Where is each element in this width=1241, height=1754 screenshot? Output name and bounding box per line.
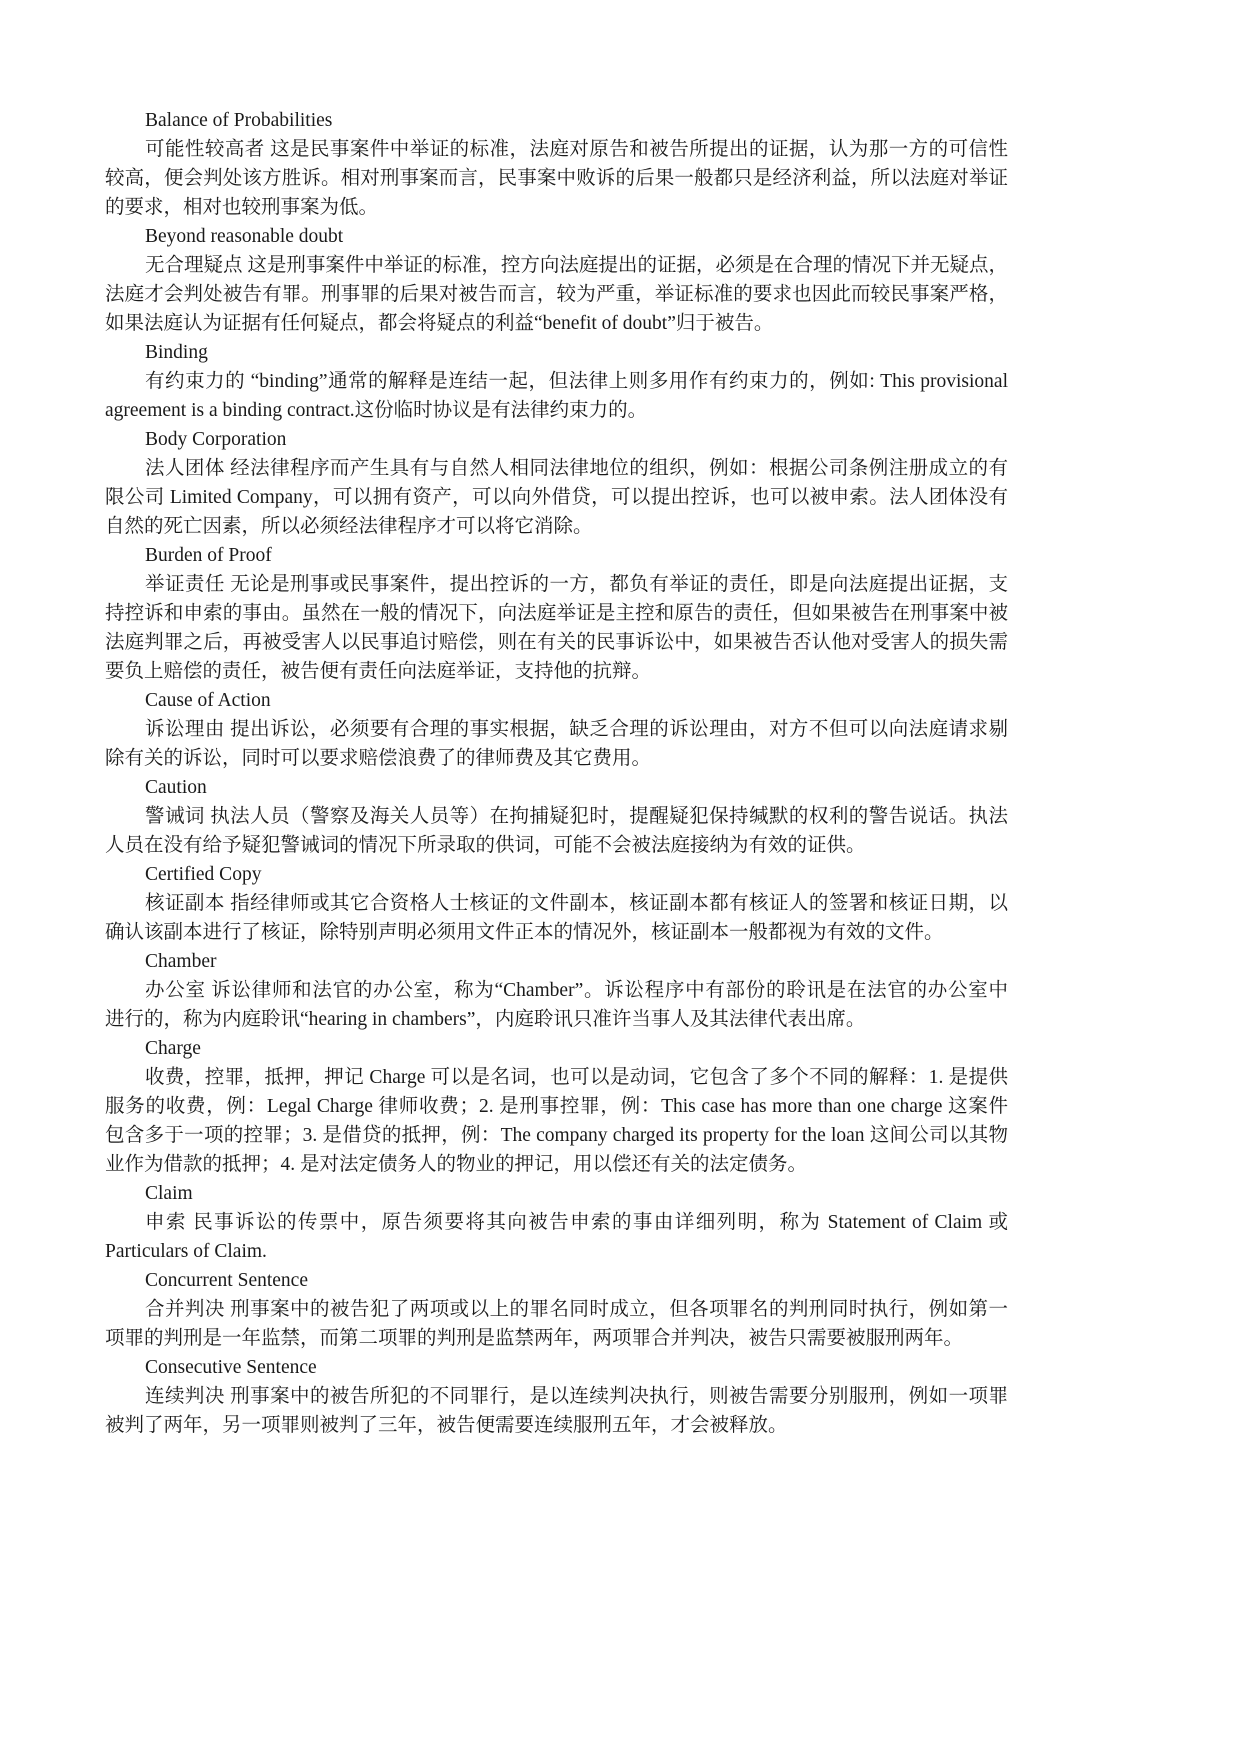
glossary-entry: [105, 686, 1008, 773]
definition-line: 可能性较高者 这是民事案件中举证的标准，法庭对原告和被告所提出的证据，认为那一方的可信性: [145, 139, 1008, 160]
glossary-term: Charge: [145, 1038, 201, 1059]
glossary-term: Claim: [145, 1183, 193, 1204]
glossary-entry: [105, 338, 1008, 425]
definition-line: 包含多于一项的控罪；3. 是借贷的抵押，例：The company charged its property for the loan 这间公司以其物: [105, 1125, 1008, 1146]
definition-line: 除有关的诉讼，同时可以要求赔偿浪费了的律师费及其它费用。: [105, 748, 652, 769]
definition-line: 持控诉和申索的事由。虽然在一般的情况下，向法庭举证是主控和原告的责任，但如果被告在刑事案中被: [105, 603, 1008, 624]
definition-line: 申索 民事诉讼的传票中，原告须要将其向被告申索的事由详细列明，称为 Statement of Claim 或: [145, 1212, 1008, 1233]
glossary-entry: [105, 541, 1008, 686]
definition-line: 如果法庭认为证据有任何疑点，都会将疑点的利益“benefit of doubt”归于被告。: [105, 313, 774, 334]
definition-line: 服务的收费，例：Legal Charge 律师收费；2. 是刑事控罪，例：This case has more than one charge 这案件: [105, 1096, 1008, 1117]
glossary-entry: [105, 947, 1008, 1034]
definition-line: 收费，控罪，抵押，押记 Charge 可以是名词，也可以是动词，它包含了多个不同的解释：1. 是提供: [145, 1067, 1008, 1088]
glossary-entry: [105, 860, 1008, 947]
glossary-term: Burden of Proof: [145, 545, 272, 566]
definition-line: 法庭判罪之后，再被受害人以民事追讨赔偿，则在有关的民事诉讼中，如果被告否认他对受害人的损失需: [105, 632, 1008, 653]
definition-line: 进行的，称为内庭聆讯“hearing in chambers”，内庭聆讯只准许当事人及其法律代表出席。: [105, 1009, 866, 1030]
glossary-entry: [105, 106, 1008, 222]
glossary-term: Consecutive Sentence: [145, 1357, 317, 1378]
glossary-body: [105, 106, 1008, 1440]
glossary-term: Caution: [145, 777, 207, 798]
glossary-term: Beyond reasonable doubt: [145, 226, 344, 247]
definition-line: 核证副本 指经律师或其它合资格人士核证的文件副本，核证副本都有核证人的签署和核证日期，以: [145, 893, 1008, 914]
definition-line: 限公司 Limited Company，可以拥有资产，可以向外借贷，可以提出控诉，也可以被申索。法人团体没有: [105, 487, 1008, 508]
glossary-term: Binding: [145, 342, 208, 363]
definition-line: 有约束力的 “binding”通常的解释是连结一起，但法律上则多用作有约束力的，例如: This provisional: [145, 371, 1008, 392]
glossary-term: Certified Copy: [145, 864, 262, 885]
glossary-term: Body Corporation: [145, 429, 287, 450]
glossary-entry: [105, 222, 1008, 338]
definition-line: 项罪的判刑是一年监禁，而第二项罪的判刑是监禁两年，两项罪合并判决，被告只需要被服刑两年。: [105, 1328, 964, 1349]
definition-line: 法庭才会判处被告有罪。刑事罪的后果对被告而言，较为严重，举证标准的要求也因此而较民事案严格，: [105, 284, 1008, 305]
definition-line: 法人团体 经法律程序而产生具有与自然人相同法律地位的组织，例如：根据公司条例注册成立的有: [145, 458, 1008, 479]
glossary-term: Cause of Action: [145, 690, 271, 711]
glossary-entry: [105, 1034, 1008, 1179]
glossary-entry: [105, 425, 1008, 541]
definition-line: 业作为借款的抵押；4. 是对法定债务人的物业的押记，用以偿还有关的法定债务。: [105, 1154, 808, 1175]
definition-line: 诉讼理由 提出诉讼，必须要有合理的事实根据，缺乏合理的诉讼理由，对方不但可以向法庭请求剔: [145, 719, 1008, 740]
definition-line: 办公室 诉讼律师和法官的办公室，称为“Chamber”。诉讼程序中有部份的聆讯是在法官的办公室中: [145, 980, 1008, 1001]
definition-line: 被判了两年，另一项罪则被判了三年，被告便需要连续服刑五年，才会被释放。: [105, 1415, 788, 1436]
definition-line: 自然的死亡因素，所以必须经法律程序才可以将它消除。: [105, 516, 593, 537]
glossary-entry: [105, 1266, 1008, 1353]
definition-line: 确认该副本进行了核证，除特别声明必须用文件正本的情况外，核证副本一般都视为有效的文件。: [105, 922, 944, 943]
glossary-term: Balance of Probabilities: [145, 110, 333, 131]
definition-line: agreement is a binding contract.这份临时协议是有法律约束力的。: [105, 400, 648, 421]
definition-line: 人员在没有给予疑犯警诫词的情况下所录取的供词，可能不会被法庭接纳为有效的证供。: [105, 835, 866, 856]
glossary-term: Concurrent Sentence: [145, 1270, 308, 1291]
glossary-entry: [105, 1179, 1008, 1266]
definition-line: 要负上赔偿的责任，被告便有责任向法庭举证，支持他的抗辩。: [105, 661, 652, 682]
glossary-term: Chamber: [145, 951, 217, 972]
definition-line: 合并判决 刑事案中的被告犯了两项或以上的罪名同时成立，但各项罪名的判刑同时执行，例如第一: [145, 1299, 1008, 1320]
definition-line: 连续判决 刑事案中的被告所犯的不同罪行，是以连续判决执行，则被告需要分别服刑，例如一项罪: [145, 1386, 1008, 1407]
glossary-entry: [105, 773, 1008, 860]
definition-line: 举证责任 无论是刑事或民事案件，提出控诉的一方，都负有举证的责任，即是向法庭提出证据，支: [145, 574, 1008, 595]
definition-line: 较高，便会判处该方胜诉。相对刑事案而言，民事案中败诉的后果一般都只是经济利益，所以法庭对举证: [105, 168, 1008, 189]
glossary-entry: [105, 1353, 1008, 1440]
definition-line: 无合理疑点 这是刑事案件中举证的标准，控方向法庭提出的证据，必须是在合理的情况下并无疑点，: [145, 255, 1008, 276]
definition-line: 警诫词 执法人员（警察及海关人员等）在拘捕疑犯时，提醒疑犯保持缄默的权利的警告说话。执法: [145, 806, 1008, 827]
definition-line: Particulars of Claim.: [105, 1241, 267, 1262]
definition-line: 的要求，相对也较刑事案为低。: [105, 197, 379, 218]
